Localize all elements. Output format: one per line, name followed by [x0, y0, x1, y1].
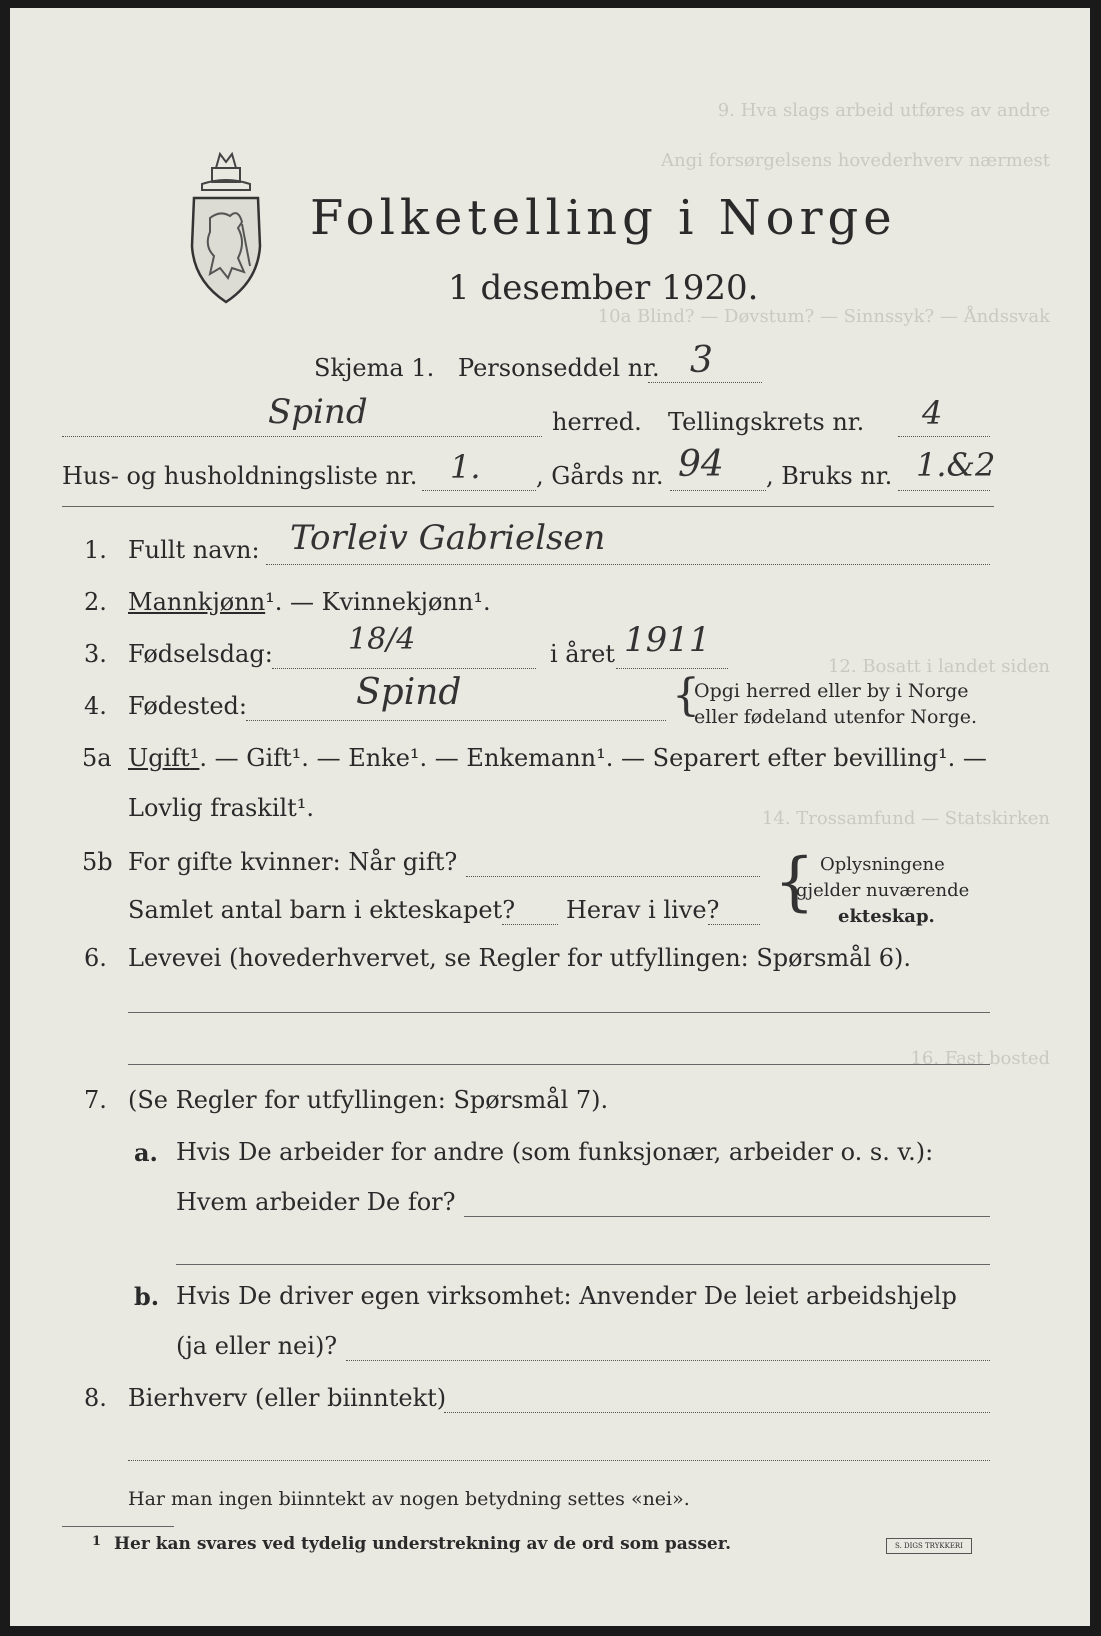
children-alive-label: Herav i live?: [566, 896, 720, 924]
children-total-label: Samlet antal barn i ekteskapet?: [128, 896, 516, 924]
marital-options-rest[interactable]: . — Gift¹. — Enke¹. — Enkemann¹. — Separert efter bevilling¹. —: [199, 744, 987, 772]
q5a-marital-options: [128, 744, 987, 772]
q7a-question: Hvem arbeider De for?: [176, 1188, 456, 1216]
birthday-value: 18/4: [348, 622, 416, 657]
marriage-note-2: gjelder nuværende: [796, 880, 970, 901]
footnote-mark: 1: [92, 1534, 102, 1549]
birthday-field[interactable]: [272, 668, 536, 669]
q7a-text: Hvis De arbeider for andre (som funksjonær, arbeider o. s. v.):: [176, 1138, 934, 1166]
birth-year-field[interactable]: [616, 668, 728, 669]
separator: .: [482, 588, 491, 616]
birthplace-value: Spind: [356, 672, 462, 713]
gards-value: 94: [678, 444, 724, 485]
full-name-field[interactable]: [266, 564, 990, 565]
footnote-marker: ¹: [473, 588, 483, 616]
husholdning-label: Hus- og husholdningsliste nr.: [62, 462, 418, 490]
printer-stamp: S. DIGS TRYKKERI: [886, 1538, 972, 1554]
full-name-value: Torleiv Gabrielsen: [290, 518, 606, 558]
footnote-divider: [62, 1526, 174, 1527]
footnote-marker: ¹: [189, 744, 200, 772]
bleed-through-text: 10a Blind? — Døvstum? — Sinnssyk? — Åndssvak: [597, 306, 1050, 327]
q7a-letter: a.: [134, 1138, 158, 1167]
schema-label: Skjema 1.: [314, 354, 435, 382]
birth-year-label: i året: [550, 640, 615, 668]
q6-number: 6.: [84, 944, 107, 972]
form-title: Folketelling i Norge: [310, 190, 897, 246]
q1-label: Fullt navn:: [128, 536, 260, 564]
herred-field[interactable]: [62, 436, 542, 437]
section-divider: [62, 506, 994, 507]
q5b-label: For gifte kvinner: Når gift?: [128, 848, 458, 876]
personseddel-field[interactable]: [648, 382, 762, 383]
note-bracket: {: [774, 845, 815, 919]
hired-help-field[interactable]: [346, 1360, 990, 1361]
tellingskrets-value: 4: [922, 394, 943, 432]
marriage-note-1: Oplysningene: [820, 854, 945, 875]
employer-field[interactable]: [464, 1216, 990, 1217]
q5b-number: 5b: [82, 848, 113, 876]
q5a-number: 5a: [82, 744, 112, 772]
bruks-value: 1.&2: [916, 446, 996, 484]
q2-number: 2.: [84, 588, 107, 616]
gards-field[interactable]: [670, 490, 766, 491]
husholdning-field[interactable]: [422, 490, 536, 491]
birthplace-note-1: Opgi herred eller by i Norge: [694, 680, 969, 702]
bleed-through-text: 12. Bosatt i landet siden: [827, 656, 1050, 677]
employer-field-line-2[interactable]: [176, 1264, 990, 1265]
q1-number: 1.: [84, 536, 107, 564]
female-option[interactable]: Kvinnekjønn: [321, 588, 474, 616]
birthplace-note-2: eller fødeland utenfor Norge.: [694, 706, 978, 728]
birthplace-field[interactable]: [246, 720, 666, 721]
birth-year-value: 1911: [624, 620, 711, 660]
herred-label: herred.: [552, 408, 642, 436]
census-form: [10, 8, 1090, 1626]
bleed-through-text: 16. Fast bosted: [910, 1048, 1050, 1069]
q3-label: Fødselsdag:: [128, 640, 273, 668]
q4-label: Fødested:: [128, 692, 247, 720]
personseddel-value: 3: [690, 340, 713, 381]
q7b-text: Hvis De driver egen virksomhet: Anvender De leiet arbeidshjelp: [176, 1282, 957, 1310]
q4-number: 4.: [84, 692, 107, 720]
occupation-line-1[interactable]: [128, 1012, 990, 1013]
separator: . —: [274, 588, 322, 616]
bleed-through-text: 14. Trossamfund — Statskirken: [761, 808, 1050, 829]
personseddel-label: Personseddel nr.: [458, 354, 660, 382]
bruks-label: , Bruks nr.: [766, 462, 893, 490]
occupation-line-2[interactable]: [128, 1064, 990, 1065]
herred-value: Spind: [268, 392, 368, 432]
bruks-field[interactable]: [898, 490, 990, 491]
tellingskrets-field[interactable]: [898, 436, 990, 437]
husholdning-value: 1.: [450, 448, 481, 486]
q8-label: Bierhverv (eller biinntekt): [128, 1384, 447, 1412]
marriage-note-3: ekteskap.: [838, 906, 935, 927]
footer-note: Har man ingen biinntekt av nogen betydning settes «nei».: [128, 1488, 690, 1510]
q7b-letter: b.: [134, 1282, 160, 1311]
tellingskrets-label: Tellingskrets nr.: [668, 408, 865, 436]
q2-gender-options: [128, 588, 491, 616]
norwegian-coat-of-arms-icon: [180, 146, 272, 306]
q3-number: 3.: [84, 640, 107, 668]
q6-label: Levevei (hovederhvervet, se Regler for utfyllingen: Spørsmål 6).: [128, 944, 912, 972]
children-alive-field[interactable]: [708, 924, 760, 925]
q7-label: (Se Regler for utfyllingen: Spørsmål 7).: [128, 1086, 609, 1114]
children-total-field[interactable]: [502, 924, 558, 925]
q7-number: 7.: [84, 1086, 107, 1114]
married-when-field[interactable]: [466, 876, 760, 877]
census-date: 1 desember 1920.: [448, 268, 759, 308]
q7b-question: (ja eller nei)?: [176, 1332, 338, 1360]
bleed-through-text: 9. Hva slags arbeid utføres av andre: [717, 100, 1050, 121]
male-option[interactable]: Mannkjønn: [128, 588, 266, 616]
bleed-through-text: Angi forsørgelsens hovederhverv nærmest: [661, 150, 1050, 171]
side-income-field[interactable]: [444, 1412, 990, 1413]
footnote-marker: ¹: [265, 588, 275, 616]
side-income-field-line-2[interactable]: [128, 1460, 990, 1461]
note-bracket: {: [672, 670, 700, 721]
ugift-option[interactable]: Ugift: [128, 744, 190, 772]
q8-number: 8.: [84, 1384, 107, 1412]
lovlig-fraskilt-option[interactable]: Lovlig fraskilt¹.: [128, 794, 315, 822]
gards-label: , Gårds nr.: [536, 462, 664, 490]
footnote-text: Her kan svares ved tydelig understrekning av de ord som passer.: [114, 1534, 732, 1554]
